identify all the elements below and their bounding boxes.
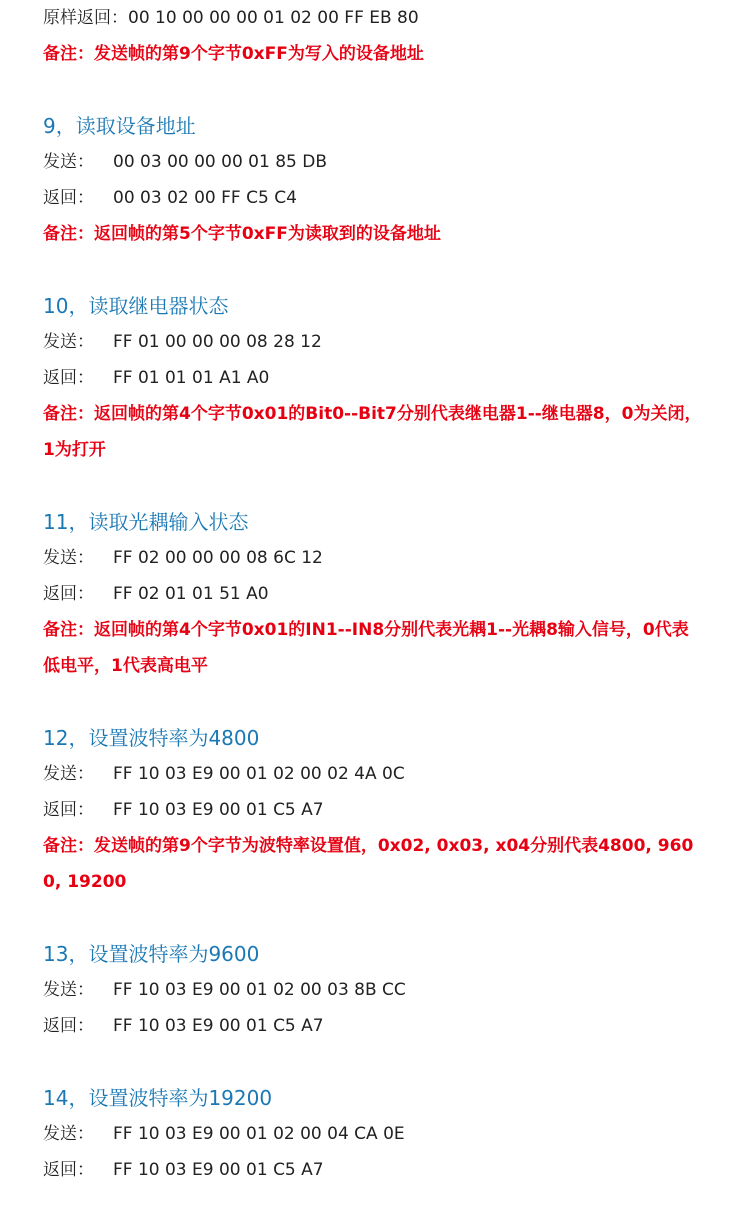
return-label: 返回： bbox=[43, 800, 94, 820]
echo-return-line bbox=[43, 0, 703, 36]
return-value: FF 10 03 E9 00 01 C5 A7 bbox=[113, 1016, 324, 1036]
return-value: 00 03 02 00 FF C5 C4 bbox=[113, 188, 297, 208]
section-heading: 14，设置波特率为19200 bbox=[43, 1086, 273, 1110]
note: 备注：发送帧的第9个字节为波特率设置值，0x02, 0x03, x04分别代表4800, 9600, 19200 bbox=[43, 836, 694, 892]
section-heading: 10，读取继电器状态 bbox=[43, 294, 229, 318]
send-label: 发送： bbox=[43, 548, 94, 568]
send-label: 发送： bbox=[43, 980, 94, 1000]
return-value: FF 10 03 E9 00 01 C5 A7 bbox=[113, 800, 324, 820]
send-value: FF 02 00 00 00 08 6C 12 bbox=[113, 548, 323, 568]
return-line bbox=[43, 180, 703, 216]
send-value: FF 10 03 E9 00 01 02 00 03 8B CC bbox=[113, 980, 406, 1000]
return-label: 返回： bbox=[43, 584, 94, 604]
document-body bbox=[43, 0, 703, 1188]
send-label: 发送： bbox=[43, 152, 94, 172]
spacer bbox=[43, 252, 703, 288]
send-value: FF 01 00 00 00 08 28 12 bbox=[113, 332, 322, 352]
send-line bbox=[43, 972, 703, 1008]
note: 备注：返回帧的第4个字节0x01的Bit0--Bit7分别代表继电器1--继电器8，0为关闭，1为打开 bbox=[43, 404, 702, 460]
section-heading: 9，读取设备地址 bbox=[43, 114, 196, 138]
return-value: FF 01 01 01 A1 A0 bbox=[113, 368, 270, 388]
send-line bbox=[43, 144, 703, 180]
send-line bbox=[43, 756, 703, 792]
return-line bbox=[43, 792, 703, 828]
section-heading: 11，读取光耦输入状态 bbox=[43, 510, 249, 534]
return-label: 返回： bbox=[43, 1160, 94, 1180]
note: 备注：发送帧的第9个字节0xFF为写入的设备地址 bbox=[43, 44, 424, 64]
send-label: 发送： bbox=[43, 1124, 94, 1144]
section-heading: 13，设置波特率为9600 bbox=[43, 942, 260, 966]
spacer bbox=[43, 72, 703, 108]
send-value: FF 10 03 E9 00 01 02 00 02 4A 0C bbox=[113, 764, 405, 784]
spacer bbox=[43, 1044, 703, 1080]
note: 备注：返回帧的第4个字节0x01的IN1--IN8分别代表光耦1--光耦8输入信号，0代表低电平，1代表高电平 bbox=[43, 620, 689, 676]
send-line bbox=[43, 540, 703, 576]
return-value: 00 10 00 00 00 01 02 00 FF EB 80 bbox=[128, 8, 419, 28]
section-heading: 12，设置波特率为4800 bbox=[43, 726, 260, 750]
return-line bbox=[43, 1152, 703, 1188]
return-line bbox=[43, 1008, 703, 1044]
return-line bbox=[43, 576, 703, 612]
send-value: FF 10 03 E9 00 01 02 00 04 CA 0E bbox=[113, 1124, 405, 1144]
send-value: 00 03 00 00 00 01 85 DB bbox=[113, 152, 328, 172]
return-label: 原样返回： bbox=[43, 8, 128, 28]
return-label: 返回： bbox=[43, 188, 94, 208]
note: 备注：返回帧的第5个字节0xFF为读取到的设备地址 bbox=[43, 224, 441, 244]
return-label: 返回： bbox=[43, 368, 94, 388]
spacer bbox=[43, 468, 703, 504]
send-line bbox=[43, 324, 703, 360]
return-value: FF 10 03 E9 00 01 C5 A7 bbox=[113, 1160, 324, 1180]
return-label: 返回： bbox=[43, 1016, 94, 1036]
send-label: 发送： bbox=[43, 764, 94, 784]
send-label: 发送： bbox=[43, 332, 94, 352]
spacer bbox=[43, 900, 703, 936]
return-value: FF 02 01 01 51 A0 bbox=[113, 584, 269, 604]
return-line bbox=[43, 360, 703, 396]
spacer bbox=[43, 684, 703, 720]
send-line bbox=[43, 1116, 703, 1152]
